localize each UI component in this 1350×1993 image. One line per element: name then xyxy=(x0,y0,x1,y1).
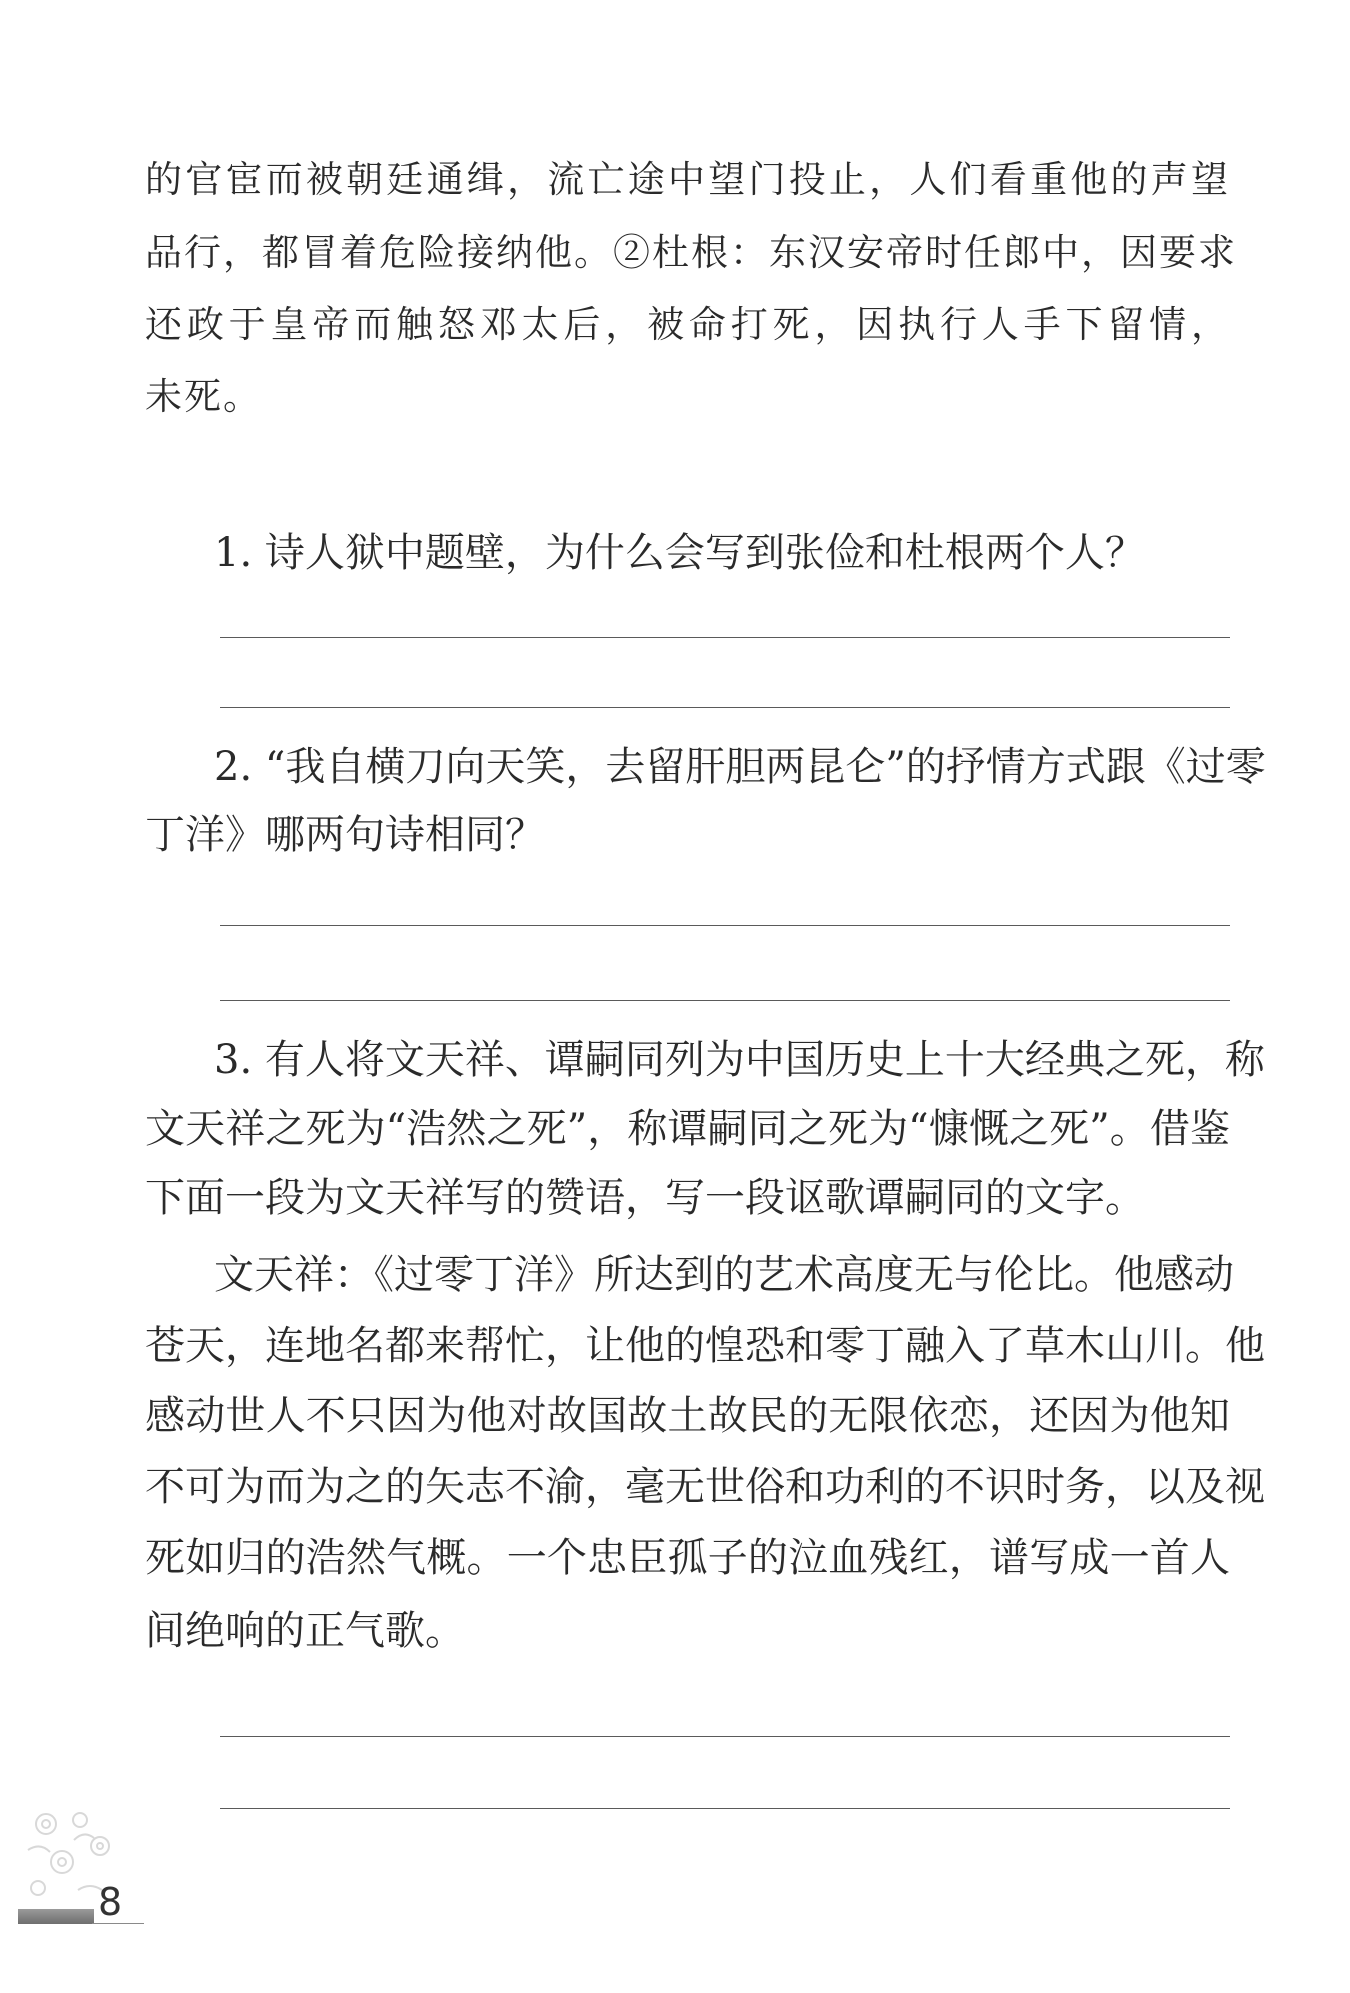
model-passage-line-2: 苍天，连地名都来帮忙，让他的惶恐和零丁融入了草木山川。他 xyxy=(145,1323,1265,1369)
answer-line[interactable] xyxy=(220,925,1230,926)
model-passage-line-6: 间绝响的正气歌。 xyxy=(145,1608,465,1654)
model-passage-line-5: 死如归的浩然气概。一个忠臣孤子的泣血残红，谱写成一首人 xyxy=(145,1535,1230,1581)
model-passage-line-4: 不可为而为之的矢志不渝，毫无世俗和功利的不识时务，以及视 xyxy=(145,1464,1265,1510)
footnote-line-1: 的官宦而被朝廷通缉，流亡途中望门投止，人们看重他的声望 xyxy=(145,158,1230,201)
question-1: 1. 诗人狱中题壁，为什么会写到张俭和杜根两个人？ xyxy=(214,530,1145,576)
footnote-line-3: 还政于皇帝而触怒邓太后，被命打死，因执行人手下留情， xyxy=(145,303,1230,346)
answer-line[interactable] xyxy=(220,637,1230,638)
model-passage-line-3: 感动世人不只因为他对故国故土故民的无限依恋，还因为他知 xyxy=(145,1393,1230,1439)
model-passage-line-1: 文天祥：《过零丁洋》所达到的艺术高度无与伦比。他感动 xyxy=(214,1252,1234,1298)
footnote-line-4: 未死。 xyxy=(145,375,262,418)
answer-line[interactable] xyxy=(220,1808,1230,1809)
answer-line[interactable] xyxy=(220,1000,1230,1001)
question-2-line-2: 丁洋》哪两句诗相同？ xyxy=(145,812,545,858)
question-2-line-1: 2. “我自横刀向天笑，去留肝胆两昆仑”的抒情方式跟《过零 xyxy=(214,744,1266,790)
page-number: 8 xyxy=(98,1880,123,1924)
question-3-line-2: 文天祥之死为“浩然之死”，称谭嗣同之死为“慷慨之死”。借鉴 xyxy=(145,1106,1230,1152)
footnote-line-2: 品行，都冒着危险接纳他。②杜根：东汉安帝时任郎中，因要求 xyxy=(145,231,1237,274)
answer-line[interactable] xyxy=(220,1736,1230,1737)
question-3-line-1: 3. 有人将文天祥、谭嗣同列为中国历史上十大经典之死，称 xyxy=(214,1037,1265,1083)
question-3-line-3: 下面一段为文天祥写的赞语，写一段讴歌谭嗣同的文字。 xyxy=(145,1175,1145,1221)
page-number-bar xyxy=(18,1909,94,1924)
answer-line[interactable] xyxy=(220,707,1230,708)
